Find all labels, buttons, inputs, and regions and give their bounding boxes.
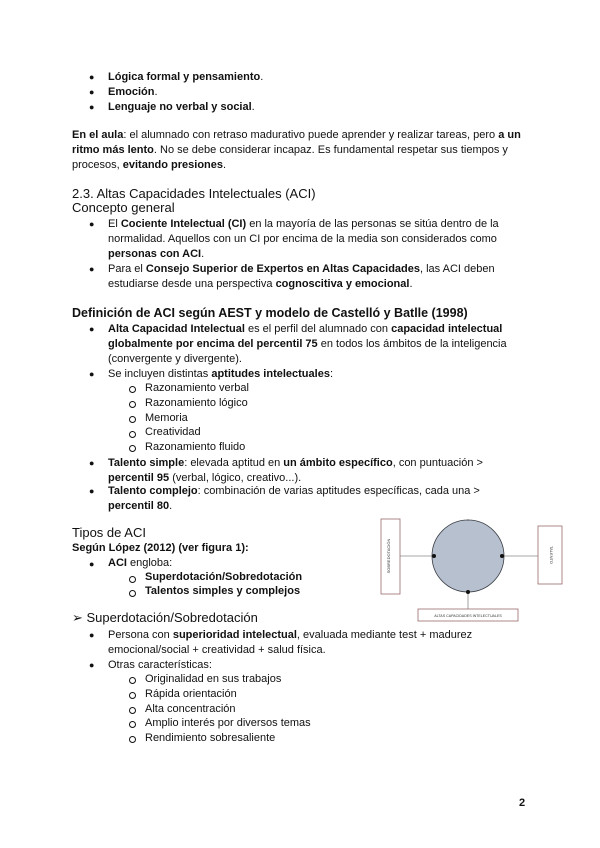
list-item: Creatividad — [145, 426, 201, 438]
paragraph-line: personas con ACI. — [108, 248, 205, 260]
paragraph-line: procesos, evitando presiones. — [72, 159, 227, 171]
node-bottom — [466, 590, 470, 594]
node-right — [500, 554, 504, 558]
sub-bullet — [129, 707, 136, 714]
paragraph-line: globalmente por encima del percentil 75 en todos los ámbitos de la inteligencia — [108, 338, 507, 350]
paragraph-line: percentil 95 (verbal, lógico, creativo...). — [108, 472, 302, 484]
list-item: Superdotación/Sobredotación — [145, 571, 303, 583]
paragraph-line: El Cociente Intelectual (CI) en la mayoría de las personas se sitúa dentro de la — [108, 218, 499, 230]
paragraph-line: En el aula: el alumnado con retraso madurativo puede aprender y realizar tareas, pero a un — [72, 129, 521, 141]
sub-bullet — [129, 736, 136, 743]
aci-figure — [378, 510, 564, 622]
bullet: ● — [89, 219, 95, 229]
tipos-subheading: Según López (2012) (ver figura 1): — [72, 542, 249, 554]
sub-bullet — [129, 416, 136, 423]
paragraph-line: normalidad. Aquellos con un CI por encima de la media son considerados como — [108, 233, 497, 245]
sobredotacion-label: SOBREDOTACIÓN — [386, 538, 391, 574]
sub-bullet — [129, 692, 136, 699]
paragraph-line: ritmo más lento. No se debe considerar incapaz. Es fundamental respetar sus tiempos y — [72, 144, 508, 156]
aci-label: ALTAS CAPACIDADES INTELECTUALES — [434, 614, 502, 618]
sub-bullet — [129, 576, 136, 583]
bullet: ● — [89, 87, 95, 97]
list-item: Amplio interés por diversos temas — [145, 717, 311, 729]
sub-bullet — [129, 445, 136, 452]
paragraph-line: Se incluyen distintas aptitudes intelectuales: — [108, 368, 333, 380]
paragraph-line: (convergente y divergente). — [108, 353, 242, 365]
page-number: 2 — [519, 797, 526, 809]
bullet: ● — [89, 102, 95, 112]
aci-circle — [432, 520, 504, 592]
list-item: Rápida orientación — [145, 688, 237, 700]
bullet: ● — [89, 559, 95, 569]
paragraph-line: Alta Capacidad Intelectual es el perfil del alumnado con capacidad intelectual — [108, 323, 503, 335]
paragraph-line: Persona con superioridad intelectual, evaluada mediante test + madurez — [108, 629, 473, 641]
bullet: ● — [89, 324, 95, 334]
list-item: Rendimiento sobresaliente — [145, 732, 276, 744]
talento-label: TALENTO — [549, 545, 554, 565]
list-item: Memoria — [145, 412, 188, 424]
list-item: Razonamiento verbal — [145, 382, 249, 394]
section-heading: 2.3. Altas Capacidades Intelectuales (ACI) — [72, 186, 316, 201]
sub-bullet — [129, 401, 136, 408]
node-top — [467, 519, 469, 521]
paragraph-line: Talento simple: elevada aptitud en un ámbito específico, con puntuación > — [108, 457, 483, 469]
list-item: Talentos simples y complejos — [145, 585, 301, 597]
list-item: Razonamiento lógico — [145, 397, 248, 409]
section-subheading: Concepto general — [72, 200, 175, 215]
bullet: ● — [89, 630, 95, 640]
list-item: Originalidad en sus trabajos — [145, 673, 282, 685]
list-item: Lógica formal y pensamiento. — [108, 71, 264, 83]
list-item: Otras características: — [108, 659, 212, 671]
list-item: Lenguaje no verbal y social. — [108, 101, 255, 113]
list-item: Alta concentración — [145, 703, 236, 715]
sub-bullet — [129, 590, 136, 597]
bullet: ● — [89, 72, 95, 82]
sub-bullet — [129, 721, 136, 728]
bullet: ● — [89, 660, 95, 670]
superdotacion-heading: ➢ Superdotación/Sobredotación — [72, 610, 258, 625]
paragraph-line: Talento complejo: combinación de varias aptitudes específicas, cada una > — [108, 485, 480, 497]
definition-heading: Definición de ACI según AEST y modelo de Castelló y Batlle (1998) — [72, 306, 468, 320]
tipos-heading: Tipos de ACI — [72, 525, 146, 540]
sub-bullet — [129, 386, 136, 393]
list-item: Emoción. — [108, 86, 158, 98]
list-item: Razonamiento fluido — [145, 441, 246, 453]
paragraph-line: emocional/social + creatividad + salud física. — [108, 644, 326, 656]
node-left — [432, 554, 436, 558]
bullet: ● — [89, 264, 95, 274]
paragraph-line: percentil 80. — [108, 500, 173, 512]
sub-bullet — [129, 677, 136, 684]
paragraph-line: estudiarse desde una perspectiva cognoscitiva y emocional. — [108, 278, 413, 290]
list-item: ACI engloba: — [108, 557, 173, 569]
bullet: ● — [89, 458, 95, 468]
sub-bullet — [129, 431, 136, 438]
paragraph-line: Para el Consejo Superior de Expertos en Altas Capacidades, las ACI deben — [108, 263, 495, 275]
bullet: ● — [89, 369, 95, 379]
bullet: ● — [89, 486, 95, 496]
